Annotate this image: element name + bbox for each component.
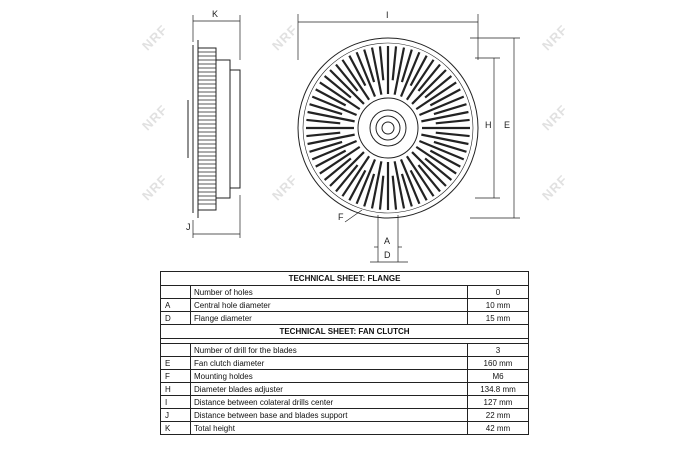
watermark-logo: NRF xyxy=(539,21,571,54)
flange-header-row xyxy=(161,272,529,286)
row-value: 0 xyxy=(468,286,529,299)
row-value: 22 mm xyxy=(468,409,529,422)
dim-label-h: H xyxy=(485,120,492,130)
row-label: Total height xyxy=(191,422,468,435)
cooling-fin xyxy=(380,46,383,80)
dim-label-d: D xyxy=(384,250,391,260)
row-label: Mounting holdes xyxy=(191,370,468,383)
row-letter xyxy=(161,286,191,299)
watermark-logo: NRF xyxy=(139,21,171,54)
row-letter: H xyxy=(161,383,191,396)
watermark-logo: NRF xyxy=(139,101,171,134)
row-letter xyxy=(161,344,191,357)
cooling-fin xyxy=(436,120,470,123)
row-value: 127 mm xyxy=(468,396,529,409)
watermark-logo: NRF xyxy=(139,171,171,204)
row-letter: F xyxy=(161,370,191,383)
table-row xyxy=(161,409,529,422)
table-row xyxy=(161,422,529,435)
row-label: Central hole diameter xyxy=(191,299,468,312)
cooling-fin xyxy=(380,176,383,210)
table-row xyxy=(161,396,529,409)
row-letter: A xyxy=(161,299,191,312)
row-value: 15 mm xyxy=(468,312,529,325)
table-row xyxy=(161,312,529,325)
table-row xyxy=(161,286,529,299)
table-row xyxy=(161,370,529,383)
row-letter: D xyxy=(161,312,191,325)
dim-label-e: E xyxy=(504,120,511,130)
dim-label-a: A xyxy=(384,236,391,246)
row-label: Flange diameter xyxy=(191,312,468,325)
row-value: 42 mm xyxy=(468,422,529,435)
dim-label-i: I xyxy=(386,10,389,20)
cooling-fin xyxy=(306,133,340,136)
table-row xyxy=(161,344,529,357)
row-value: 134.8 mm xyxy=(468,383,529,396)
cooling-fin xyxy=(393,176,396,210)
watermark-logo: NRF xyxy=(269,171,301,204)
row-letter: K xyxy=(161,422,191,435)
front-view xyxy=(298,38,478,218)
row-letter: E xyxy=(161,357,191,370)
row-label: Fan clutch diameter xyxy=(191,357,468,370)
technical-sheet-table xyxy=(160,271,529,435)
table-row xyxy=(161,357,529,370)
row-value: 160 mm xyxy=(468,357,529,370)
flange-title: TECHNICAL SHEET: FLANGE xyxy=(161,272,529,286)
row-label: Number of holes xyxy=(191,286,468,299)
row-value: 3 xyxy=(468,344,529,357)
fan-clutch-header-row xyxy=(161,325,529,339)
table-row xyxy=(161,383,529,396)
side-view xyxy=(188,40,240,218)
row-value: M6 xyxy=(468,370,529,383)
row-label: Number of drill for the blades xyxy=(191,344,468,357)
dim-label-f: F xyxy=(338,212,344,222)
cooling-fin xyxy=(393,46,396,80)
row-label: Diameter blades adjuster xyxy=(191,383,468,396)
fan-clutch-title: TECHNICAL SHEET: FAN CLUTCH xyxy=(161,325,529,339)
row-letter: I xyxy=(161,396,191,409)
dim-label-j: J xyxy=(186,222,191,232)
cooling-fin xyxy=(306,120,340,123)
watermark-logo: NRF xyxy=(539,101,571,134)
row-letter: J xyxy=(161,409,191,422)
watermark-logo: NRF xyxy=(539,171,571,204)
cooling-fin xyxy=(436,133,470,136)
row-label: Distance between base and blades support xyxy=(191,409,468,422)
watermark-logo: NRF xyxy=(269,21,301,54)
row-label: Distance between colateral drills center xyxy=(191,396,468,409)
row-value: 10 mm xyxy=(468,299,529,312)
table-row xyxy=(161,299,529,312)
dim-label-k: K xyxy=(212,9,219,19)
